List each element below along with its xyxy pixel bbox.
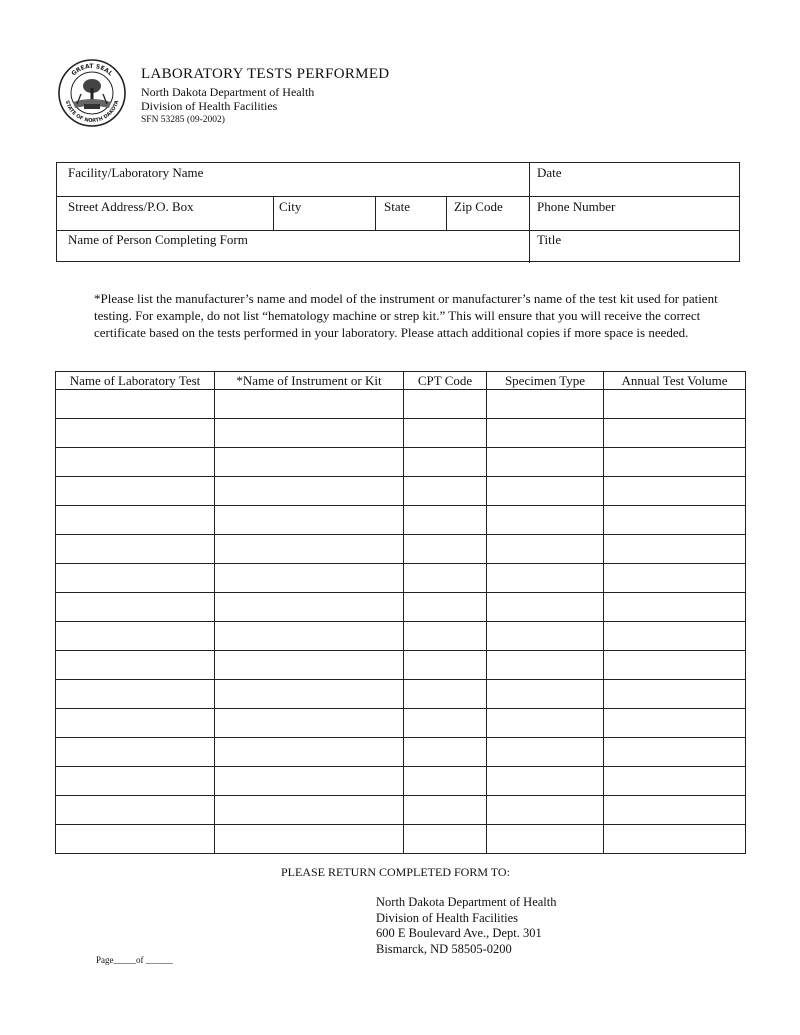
address-line: Bismarck, ND 58505-0200 xyxy=(376,941,512,956)
table-cell-input[interactable] xyxy=(404,825,487,854)
table-cell-input[interactable] xyxy=(404,738,487,767)
table-cell-input[interactable] xyxy=(487,767,604,796)
table-cell-input[interactable] xyxy=(215,448,404,477)
table-row xyxy=(56,709,746,738)
table-cell-input[interactable] xyxy=(604,593,746,622)
table-cell-input[interactable] xyxy=(215,506,404,535)
table-cell-input[interactable] xyxy=(604,651,746,680)
table-cell-input[interactable] xyxy=(56,680,215,709)
address-line: North Dakota Department of Health xyxy=(376,895,557,909)
table-cell-input[interactable] xyxy=(215,651,404,680)
table-cell-input[interactable] xyxy=(404,390,487,419)
table-cell-input[interactable] xyxy=(215,593,404,622)
table-row xyxy=(56,448,746,477)
table-cell-input[interactable] xyxy=(487,535,604,564)
table-cell-input[interactable] xyxy=(487,796,604,825)
facility-info-box xyxy=(56,162,740,262)
zip-code-field[interactable]: Zip Code xyxy=(454,199,503,214)
table-cell-input[interactable] xyxy=(487,593,604,622)
phone-number-field[interactable]: Phone Number xyxy=(537,199,616,214)
table-cell-input[interactable] xyxy=(604,477,746,506)
table-row xyxy=(56,767,746,796)
table-cell-input[interactable] xyxy=(56,593,215,622)
column-header-instrument: *Name of Instrument or Kit xyxy=(215,372,404,390)
table-cell-input[interactable] xyxy=(487,564,604,593)
table-row xyxy=(56,535,746,564)
table-cell-input[interactable] xyxy=(56,825,215,854)
division-name: Division of Health Facilities xyxy=(141,99,278,113)
table-cell-input[interactable] xyxy=(487,825,604,854)
address-line: 600 E Boulevard Ave., Dept. 301 xyxy=(376,926,542,940)
instructions-text: *Please list the manufacturer’s name and model of the instrument or manufacturer’s name of the test kit used for patient testing. For example, do not list “hematology machine or strep kit.” This will ensure that you will receive the correct certificate based on the tests performed in your laboratory. Please attach additional copies if more space is needed. xyxy=(94,291,718,340)
table-cell-input[interactable] xyxy=(487,506,604,535)
table-cell-input[interactable] xyxy=(604,448,746,477)
column-header-cpt-code: CPT Code xyxy=(404,372,487,390)
table-cell-input[interactable] xyxy=(404,680,487,709)
table-cell-input[interactable] xyxy=(487,448,604,477)
seal-top-text: GREAT SEAL xyxy=(70,62,114,78)
table-cell-input[interactable] xyxy=(604,506,746,535)
column-divider xyxy=(375,196,376,230)
table-cell-input[interactable] xyxy=(604,738,746,767)
table-cell-input[interactable] xyxy=(604,680,746,709)
table-cell-input[interactable] xyxy=(56,738,215,767)
column-divider xyxy=(529,163,530,263)
table-row xyxy=(56,825,746,854)
form-title: LABORATORY TESTS PERFORMED xyxy=(141,66,390,82)
table-cell-input[interactable] xyxy=(487,390,604,419)
table-cell-input[interactable] xyxy=(215,680,404,709)
column-divider xyxy=(446,196,447,230)
date-field[interactable]: Date xyxy=(537,165,562,180)
state-field[interactable]: State xyxy=(384,199,410,214)
table-cell-input[interactable] xyxy=(56,709,215,738)
table-cell-input[interactable] xyxy=(215,477,404,506)
table-cell-input[interactable] xyxy=(215,390,404,419)
table-cell-input[interactable] xyxy=(604,796,746,825)
table-cell-input[interactable] xyxy=(487,419,604,448)
table-cell-input[interactable] xyxy=(56,419,215,448)
table-header-row xyxy=(56,372,746,390)
table-cell-input[interactable] xyxy=(604,767,746,796)
column-divider xyxy=(273,196,274,230)
table-cell-input[interactable] xyxy=(404,767,487,796)
street-address-field[interactable]: Street Address/P.O. Box xyxy=(68,199,194,214)
table-row xyxy=(56,593,746,622)
table-cell-input[interactable] xyxy=(404,419,487,448)
table-cell-input[interactable] xyxy=(56,390,215,419)
table-cell-input[interactable] xyxy=(56,767,215,796)
facility-name-field[interactable]: Facility/Laboratory Name xyxy=(68,165,204,180)
table-cell-input[interactable] xyxy=(215,709,404,738)
table-cell-input[interactable] xyxy=(215,767,404,796)
table-cell-input[interactable] xyxy=(215,419,404,448)
table-row xyxy=(56,477,746,506)
table-cell-input[interactable] xyxy=(604,535,746,564)
form-number: SFN 53285 (09-2002) xyxy=(141,115,225,125)
table-row xyxy=(56,564,746,593)
table-cell-input[interactable] xyxy=(404,622,487,651)
table-row xyxy=(56,419,746,448)
table-cell-input[interactable] xyxy=(404,477,487,506)
table-cell-input[interactable] xyxy=(487,651,604,680)
address-line: Division of Health Facilities xyxy=(376,910,518,925)
row-divider xyxy=(57,196,739,197)
table-body xyxy=(56,390,746,854)
table-cell-input[interactable] xyxy=(487,738,604,767)
table-cell-input[interactable] xyxy=(487,622,604,651)
column-header-annual-volume: Annual Test Volume xyxy=(604,372,746,390)
table-cell-input[interactable] xyxy=(604,825,746,854)
table-row xyxy=(56,738,746,767)
state-seal-icon xyxy=(57,58,127,128)
column-header-specimen-type: Specimen Type xyxy=(487,372,604,390)
svg-text:GREAT SEAL xyxy=(70,63,114,78)
table-cell-input[interactable] xyxy=(604,419,746,448)
table-cell-input[interactable] xyxy=(56,506,215,535)
table-cell-input[interactable] xyxy=(56,448,215,477)
table-cell-input[interactable] xyxy=(604,622,746,651)
table-cell-input[interactable] xyxy=(404,535,487,564)
table-cell-input[interactable] xyxy=(404,448,487,477)
table-row xyxy=(56,680,746,709)
seal-bottom-text: STATE OF NORTH DAKOTA xyxy=(63,99,121,125)
table-row xyxy=(56,390,746,419)
table-row xyxy=(56,506,746,535)
lab-tests-table xyxy=(55,371,746,854)
table-cell-input[interactable] xyxy=(604,709,746,738)
table-cell-input[interactable] xyxy=(215,622,404,651)
table-cell-input[interactable] xyxy=(604,564,746,593)
table-cell-input[interactable] xyxy=(215,564,404,593)
table-cell-input[interactable] xyxy=(56,564,215,593)
table-row xyxy=(56,622,746,651)
table-cell-input[interactable] xyxy=(404,564,487,593)
table-cell-input[interactable] xyxy=(404,709,487,738)
table-row xyxy=(56,796,746,825)
table-cell-input[interactable] xyxy=(404,593,487,622)
table-cell-input[interactable] xyxy=(487,680,604,709)
return-instructions: PLEASE RETURN COMPLETED FORM TO: xyxy=(281,865,510,879)
table-cell-input[interactable] xyxy=(56,796,215,825)
table-cell-input[interactable] xyxy=(56,535,215,564)
page-number-field[interactable]: Page_____of ______ xyxy=(96,955,173,965)
table-row xyxy=(56,651,746,680)
row-divider xyxy=(57,230,739,231)
table-cell-input[interactable] xyxy=(215,535,404,564)
table-cell-input[interactable] xyxy=(487,709,604,738)
table-cell-input[interactable] xyxy=(215,825,404,854)
city-field[interactable]: City xyxy=(279,199,302,214)
table-cell-input[interactable] xyxy=(404,651,487,680)
table-cell-input[interactable] xyxy=(56,651,215,680)
table-cell-input[interactable] xyxy=(56,622,215,651)
return-address xyxy=(376,895,557,957)
table-cell-input[interactable] xyxy=(215,738,404,767)
table-cell-input[interactable] xyxy=(404,506,487,535)
department-name: North Dakota Department of Health xyxy=(141,85,315,99)
table-cell-input[interactable] xyxy=(404,796,487,825)
table-cell-input[interactable] xyxy=(604,390,746,419)
title-field[interactable]: Title xyxy=(537,232,562,247)
table-cell-input[interactable] xyxy=(215,796,404,825)
table-cell-input[interactable] xyxy=(487,477,604,506)
person-completing-field[interactable]: Name of Person Completing Form xyxy=(68,232,248,247)
column-header-test-name: Name of Laboratory Test xyxy=(56,372,215,390)
table-cell-input[interactable] xyxy=(56,477,215,506)
